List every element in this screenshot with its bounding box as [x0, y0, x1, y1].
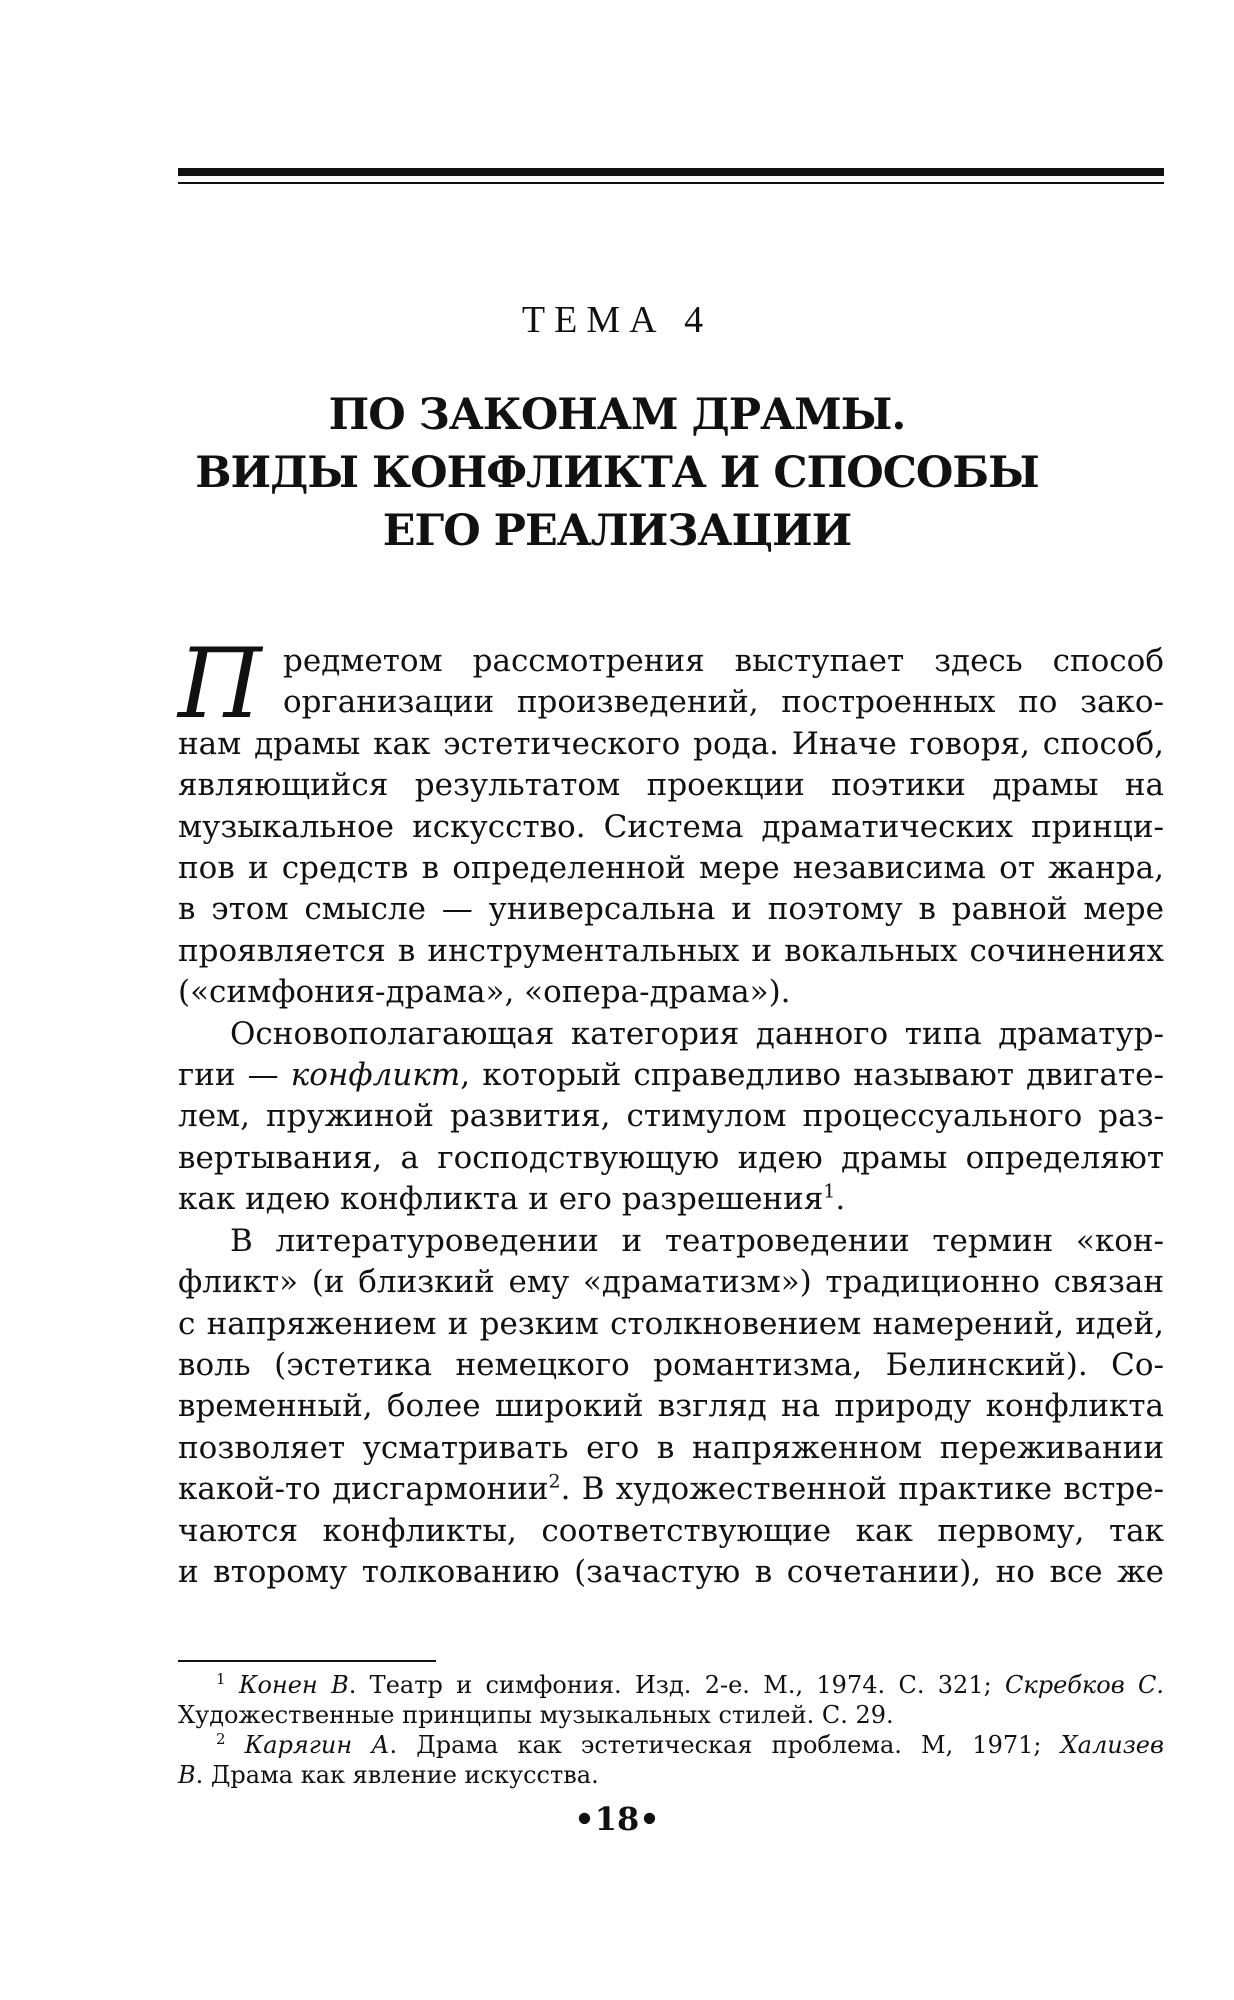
text-line: («симфония-драма», «опера-драма»).: [178, 974, 791, 1011]
text-line: в этом смысле — универсальна и поэтому в равной мере: [178, 891, 1164, 928]
chapter-title-line-3: ЕГО РЕАЛИЗАЦИИ: [382, 506, 852, 556]
text-line: В литературоведении и театроведении термин «кон-: [230, 1222, 1164, 1259]
footnote-1-line-2: Художественные принципы музыкальных стилей. С. 29.: [178, 1701, 894, 1729]
text-line: проявляется в инструментальных и вокальных сочинениях: [178, 932, 1164, 969]
text-line: с напряжением и резким столкновением намерений, идей,: [178, 1305, 1164, 1342]
top-rule-thin: [178, 182, 1164, 184]
footnote-1-line-1: $^1$ Конен В. Театр и симфония. Изд. 2-е. М., 1974. С. 321; Скребков С.: [216, 1670, 1165, 1699]
text-line: чаются конфликты, соответствующие как первому, так: [178, 1512, 1164, 1549]
text-line: нам драмы как эстетического рода. Иначе говоря, способ,: [178, 725, 1164, 762]
text-line: воль (эстетика немецкого романтизма, Белинский). Со-: [178, 1346, 1164, 1383]
page-number: •18•: [574, 1800, 660, 1838]
footnotes: [178, 1670, 1164, 1790]
emphasis-term: конфликт: [290, 1057, 461, 1094]
footnote-ref-1[interactable]: 1: [823, 1180, 836, 1203]
drop-cap: П: [178, 628, 262, 740]
footnote-2-line-2: В. Драма как явление искусства.: [178, 1761, 599, 1789]
footnote-2-line-1: $^2$ Карягин А. Драма как эстетическая проблема. М, 1971; Хализев: [216, 1730, 1164, 1759]
footnote-separator: [178, 1660, 436, 1662]
text-line: временный, более широкий взгляд на природу конфликта: [178, 1388, 1164, 1425]
text-line: позволяет усматривать его в напряженном переживании: [178, 1429, 1164, 1466]
text-line: музыкальное искусство. Система драматических принци-: [178, 808, 1164, 845]
text-line: Основополагающая категория данного типа драматур-: [230, 1015, 1164, 1052]
chapter-label: ТЕМА 4: [521, 299, 713, 341]
footnote-ref-2[interactable]: 2: [548, 1470, 561, 1493]
chapter-title-line-2: ВИДЫ КОНФЛИКТА И СПОСОБЫ: [195, 448, 1039, 498]
text-line: и второму толкованию (зачастую в сочетании), но все же: [178, 1553, 1164, 1590]
text-line: являющийся результатом проекции поэтики драмы на: [178, 767, 1164, 804]
text-line: какой-то дисгармонии$^2$. В художественной практике встре-: [178, 1470, 1165, 1508]
text-line: лем, пружиной развития, стимулом процессуального раз-: [178, 1098, 1164, 1135]
text-line: пов и средств в определенной мере независима от жанра,: [178, 850, 1164, 887]
chapter-title-line-1: ПО ЗАКОНАМ ДРАМЫ.: [328, 390, 906, 440]
top-rule-thick: [178, 168, 1164, 176]
text-line: вертывания, а господствующую идею драмы определяют: [178, 1139, 1164, 1176]
text-line: гии — конфликт, который справедливо называют двигате-: [178, 1057, 1165, 1094]
body-text: [178, 628, 1165, 1593]
paragraph-3: [178, 1221, 1164, 1594]
text-line: как идею конфликта и его разрешения$^1$.: [178, 1180, 846, 1218]
text-line: фликт» (и близкий ему «драматизм») традиционно связан: [178, 1264, 1164, 1301]
text-line: организации произведений, построенных по зако-: [283, 684, 1164, 721]
chapter-title: [0, 386, 1234, 560]
paragraph-1: [178, 628, 1164, 1014]
paragraph-2: [178, 1014, 1164, 1221]
text-line: редметом рассмотрения выступает здесь способ: [283, 643, 1164, 679]
